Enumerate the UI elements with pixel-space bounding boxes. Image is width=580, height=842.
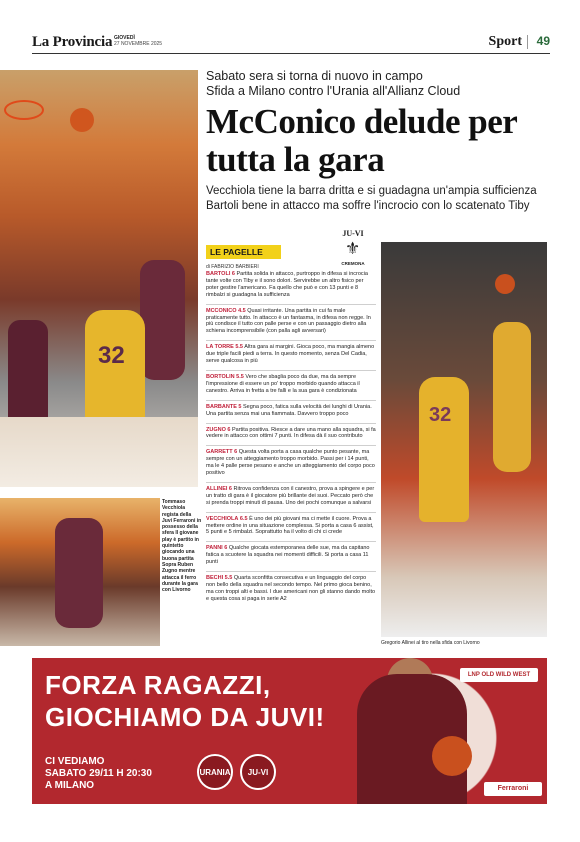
- rating-item: [206, 424, 376, 441]
- rating-text: Altra gara ai margini. Gioca poco, ma mangia almeno due triple facili piedi a terra. In questo momento, senza Del Cadia, serve qualcosa in più: [206, 344, 375, 365]
- player-score: 6: [231, 271, 235, 277]
- fleur-de-lis-icon: ⚜: [345, 239, 361, 258]
- rating-item: [206, 401, 376, 418]
- rating-text: Segna poco, fatica sulla velocità dei lunghi di Urania. Una partita senza mai una fiammata. Davvero troppo poco: [206, 403, 372, 417]
- rating-text: Quasi irritante. Una partita in cui fa male praticamente tutto. In attacco è un fantasma, in difesa non regge. In più condisce il tutto con palle perse e con un passaggio dietro alla schiena incomprensibile (con palla agli avversari): [206, 307, 371, 335]
- player-name: BARTOLI: [206, 271, 231, 277]
- article-headline: McConico delude per tutta la gara: [206, 102, 517, 179]
- urania-badge: URANIA: [197, 754, 233, 790]
- section-name: Sport: [488, 34, 522, 49]
- sponsor-logo-bottom: Ferraroni: [484, 782, 542, 796]
- caption-right: Gregorio Allinei al tiro nella sfida con Livorno: [381, 640, 480, 646]
- player-score: 5.5: [236, 373, 244, 380]
- pagelle-label: LE PAGELLE: [206, 245, 281, 259]
- player-allinei: [419, 377, 469, 522]
- rating-item: [206, 268, 376, 299]
- juvi-logo-top: JU-VI: [342, 229, 364, 238]
- rating-item: [206, 446, 376, 477]
- ad-info-line-2: SABATO 29/11 H 20:30: [45, 768, 152, 779]
- advertisement-banner[interactable]: [32, 658, 547, 804]
- player-opponent-left: [8, 320, 48, 430]
- rating-text: Partita solida in attacco, purtroppo in difesa si incrocia tante volte con Tiby e il sono dolori. Servirebbe un altro fisico per poter gestire l'americano. Fa quello che può e con 13 punti e 8 rimbalzi si guadagna la sufficienza: [206, 271, 368, 298]
- deck-line-1: Vecchiola tiene la barra dritta e si guadagna un'ampia sufficienza: [206, 185, 537, 197]
- pagelle-byline: di FABRIZIO BARBIERI: [206, 264, 259, 270]
- player-score: 6: [228, 485, 232, 492]
- juvi-logo-bottom: CREMONA: [341, 261, 365, 266]
- kicker-line-2: Sfida a Milano contro l'Urania all'Allianz Cloud: [206, 84, 461, 98]
- basketball: [495, 274, 515, 294]
- court-floor: [0, 417, 198, 487]
- rating-text: Quarta sconfitta consecutiva e un linguaggio del corpo non bello della squadra nel secondo tempo. Nel primo gioca benino, ma con troppi alti e bassi. I due americani non gli stanno dando molto e questa cosa si paga in serie A2: [206, 575, 376, 602]
- page-number: 49: [536, 34, 550, 48]
- player-teammate: [493, 322, 531, 472]
- rating-item: [206, 542, 376, 566]
- rating-text: Qualche giocata estemporanea delle sue, ma da capitano fatica a scuotere la squadra nei momenti difficili. Si porta a casa 11 punti: [206, 545, 370, 566]
- player-score: 6: [224, 545, 228, 552]
- rating-text: Vero che sbaglia poco da due, ma da sempre l'impressione di essere un po' troppo morbido quando attacca il canestro. Arriva in fretta a tre falli e la sua gara è condizionata: [206, 373, 360, 394]
- caption-left: Tommaso Vecchiola regista della Juvi Ferraroni in possesso della sfera Il giovane play è partito in quintetto giocando una buona partita Sopra Ruben Zugno mentre attacca il ferro durante la gara con Livorno: [162, 499, 202, 594]
- issue-weekday: GIOVEDÌ: [114, 35, 135, 41]
- rating-text: Ritrova confidenza con il canestro, prova a spingere e per un tratto di gara è il giocatore più brillante dei suoi. Peccato però che si prenda troppi minuti di pausa. Uno dei pochi comunque a salvarsi: [206, 485, 375, 506]
- kicker-line-1: Sabato sera si torna di nuovo in campo: [206, 69, 423, 83]
- player-score: 6: [227, 426, 231, 433]
- player-score: 4.5: [238, 307, 246, 314]
- player-score: 5: [238, 403, 242, 410]
- jersey-number-right: 32: [429, 404, 452, 426]
- article-deck: [206, 184, 551, 214]
- ad-slogan-line-2: GIOCHIAMO DA JUVI!: [45, 702, 325, 732]
- player-name: BECHI: [206, 575, 224, 582]
- deck-line-2: Bartoli bene in attacco ma soffre l'incrocio con lo scatenato Tiby: [206, 200, 530, 212]
- rating-item: [206, 572, 376, 603]
- basket-hoop: [4, 100, 44, 120]
- basketball: [70, 108, 94, 132]
- article-kicker: [206, 69, 546, 99]
- player-name: BORTOLIN: [206, 373, 235, 380]
- rating-item: [206, 305, 376, 336]
- ad-slogan-line-1: FORZA RAGAZZI,: [45, 670, 271, 700]
- player-name: GARRETT: [206, 449, 233, 456]
- juvi-logo: [333, 229, 373, 271]
- jersey-number: 32: [98, 342, 125, 369]
- sponsor-logo-top: LNP OLD WILD WEST: [460, 668, 538, 682]
- player-name: BARBANTE: [206, 403, 237, 410]
- main-photo: [0, 70, 198, 487]
- player-score: 5.5: [235, 344, 243, 351]
- player-name: VECCHIOLA: [206, 515, 239, 522]
- rating-text: Questa volta porta a casa qualche punto pesante, ma sempre con un atteggiamento troppo morbido. Passi per i 14 punti, ma le 4 palle perse pesano e anche un atteggiamento del corpo poco positivo: [206, 449, 375, 477]
- ad-info-line-3: A MILANO: [45, 780, 95, 791]
- player-opponent-right: [140, 260, 185, 380]
- masthead-rule: [32, 53, 550, 54]
- player-name: MCCONICO: [206, 307, 237, 314]
- rating-item: [206, 371, 376, 395]
- rating-item: [206, 513, 376, 537]
- issue-date: [114, 35, 162, 47]
- player-score: 6.5: [239, 515, 248, 522]
- newspaper-logo[interactable]: La Provincia: [32, 34, 113, 50]
- issue-date-text: 27 NOVEMBRE 2025: [114, 41, 163, 47]
- ad-info-line-1: CI VEDIAMO: [45, 756, 105, 767]
- masthead: [32, 33, 550, 55]
- rating-item: [206, 483, 376, 507]
- rating-item: [206, 341, 376, 365]
- player-juvi: [85, 310, 145, 430]
- player-name: PANNI: [206, 545, 223, 552]
- player-score: 5.5: [224, 575, 233, 582]
- player-name: LA TORRE: [206, 344, 234, 351]
- masthead-divider: [527, 35, 528, 49]
- ratings-list: [206, 268, 376, 603]
- player-name: ALLINEI: [206, 485, 228, 492]
- player-vecchiola: [55, 518, 103, 628]
- rating-text: Partita positiva. Riesce a dare una mano alla squadra, si fa vedere in attacco con ottimi 7 punti. In difesa dà il suo contributo: [206, 426, 376, 440]
- right-photo: [381, 242, 547, 637]
- ad-basketball: [432, 736, 472, 776]
- rating-text: È uno dei più giovani ma ci mette il cuore. Prova a mettere ordine in una situazione complessa. Si porta a casa 6 assist, 5 punti e 5 rimbalzi. Soprattutto ha il volto di chi ci crede: [206, 515, 374, 536]
- secondary-photo: [0, 498, 160, 646]
- player-score: 6: [234, 449, 238, 456]
- player-name: ZUGNO: [206, 426, 226, 433]
- juvi-badge: JU-VI: [240, 754, 276, 790]
